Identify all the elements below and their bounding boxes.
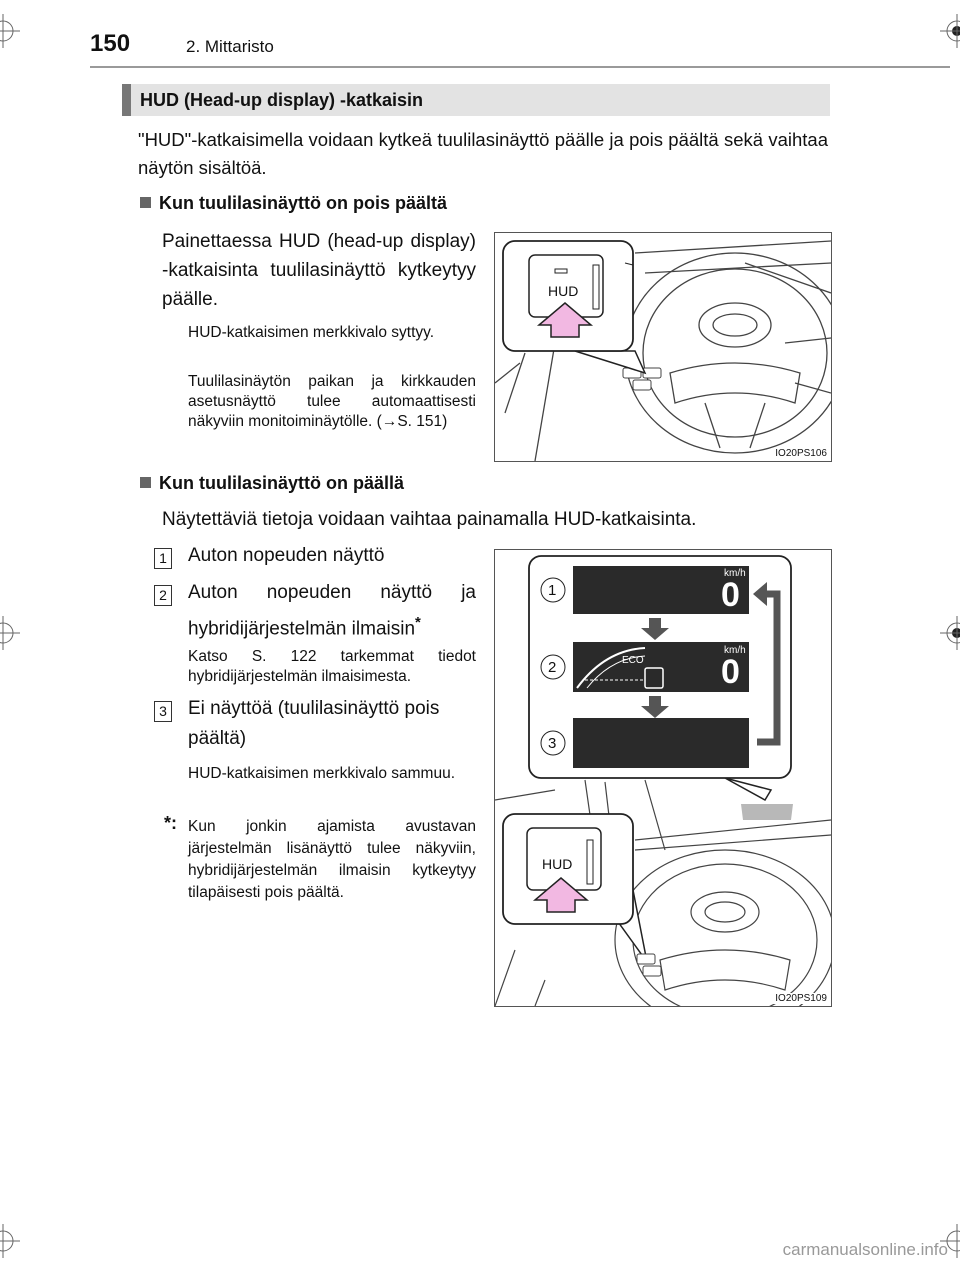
figure-code: IO20PS109 (775, 993, 827, 1004)
eco-label: ECO (622, 655, 644, 666)
chapter-title: 2. Mittaristo (186, 37, 274, 56)
square-bullet-icon (140, 197, 151, 208)
heading-hud-off-text: Kun tuulilasinäyttö on pois päältä (159, 193, 448, 213)
hud-button-label: HUD (548, 283, 579, 299)
speed-unit: km/h (724, 568, 746, 579)
registration-mark-icon (0, 14, 20, 48)
item-3-label: Ei näyttöä (tuulilasinäyttö pois päältä) (188, 698, 440, 749)
page-number: 150 (90, 30, 131, 57)
footnote-label: *: (164, 813, 177, 833)
hud-on-text: Näytettäviä tietoja voidaan vaihtaa painamalla HUD-katkaisinta. (162, 509, 697, 530)
item-3-note: HUD-katkaisimen merkkivalo sammuu. (188, 765, 456, 782)
square-bullet-icon (140, 477, 151, 488)
figure-hud-modes (494, 549, 832, 1007)
screen-number: 3 (548, 735, 557, 752)
hud-off-note-2 (188, 372, 476, 432)
hud-off-text: Painettaessa HUD (head-up display) -katkaisinta tuulilasinäyttö kytkeytyy päälle. (162, 231, 476, 310)
header-divider (90, 66, 950, 68)
item-2-label-text: Auton nopeuden näyttö ja hybridijärjestelmän ilmaisin (188, 582, 476, 640)
hud-button-label: HUD (542, 856, 573, 872)
item-2-note: Katso S. 122 tarkemmat tiedot hybridijärjestelmän ilmaisimesta. (188, 648, 476, 685)
hud-off-note-1: HUD-katkaisimen merkkivalo syttyy. (188, 324, 435, 341)
steering-wheel-illustration (495, 233, 831, 461)
banner-accent-bar (122, 84, 131, 116)
screen-number: 1 (548, 582, 557, 599)
registration-mark-icon (0, 616, 20, 650)
heading-hud-on-text: Kun tuulilasinäyttö on päällä (159, 473, 405, 493)
item-number: 2 (154, 585, 172, 606)
registration-mark-icon (0, 1224, 20, 1258)
item-number: 1 (154, 548, 172, 569)
item-number: 3 (154, 701, 172, 722)
footnote-marker: * (415, 614, 421, 631)
watermark: carmanualsonline.info (782, 1240, 948, 1259)
registration-mark-icon (940, 14, 960, 48)
speed-unit: km/h (724, 645, 746, 656)
section-title: HUD (Head-up display) -katkaisin (140, 90, 424, 110)
footnote-text: Kun jonkin ajamista avustavan järjestelmän lisänäyttö tulee näkyviin, hybridijärjestelmän ilmaisin kytkeytyy tilapäisesti pois päältä. (188, 818, 476, 901)
heading-hud-off (140, 193, 447, 214)
intro-paragraph: "HUD"-katkaisimella voidaan kytkeä tuulilasinäyttö päälle ja pois päältä sekä vaihtaa näytön sisältöä. (138, 129, 828, 178)
hud-off-note-2-text: Tuulilasinäytön paikan ja kirkkauden asetusnäyttö tulee automaattisesti näkyviin monitoiminäytölle. (188, 373, 476, 430)
screen-number: 2 (548, 659, 557, 676)
figure-code: IO20PS106 (775, 448, 827, 459)
item-2-label (188, 578, 476, 644)
item-1-label: Auton nopeuden näyttö (188, 545, 385, 566)
speed-value: 0 (721, 653, 740, 691)
speed-value: 0 (721, 576, 740, 614)
figure-hud-switch (494, 232, 832, 462)
hud-modes-illustration (495, 550, 831, 1006)
heading-hud-on (140, 473, 404, 494)
registration-mark-icon (940, 616, 960, 650)
hud-off-note-2-ref: (→S. 151) (376, 413, 448, 430)
section-banner (122, 84, 830, 116)
